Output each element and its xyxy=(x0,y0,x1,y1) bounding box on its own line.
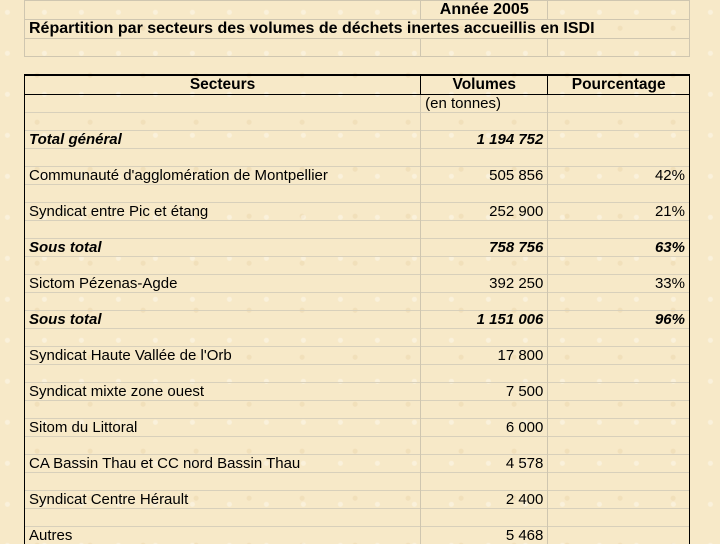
empty-cell xyxy=(548,293,690,311)
volume-cell: 17 800 xyxy=(421,347,548,365)
table-row xyxy=(25,419,690,437)
spacer-row xyxy=(25,401,690,419)
empty-cell xyxy=(25,401,421,419)
table-row xyxy=(25,311,690,329)
table-row xyxy=(25,455,690,473)
empty-cell xyxy=(421,149,548,167)
volume-cell: 2 400 xyxy=(421,491,548,509)
empty-cell xyxy=(25,221,421,239)
table-row xyxy=(25,275,690,293)
volume-cell: 758 756 xyxy=(421,239,548,257)
sector-cell: Total général xyxy=(25,131,421,149)
empty-cell xyxy=(421,401,548,419)
empty-cell xyxy=(25,365,421,383)
empty-cell xyxy=(421,329,548,347)
column-header-row xyxy=(25,75,690,95)
percent-cell xyxy=(548,383,690,401)
table-row xyxy=(25,383,690,401)
empty-cell xyxy=(548,365,690,383)
table-row xyxy=(25,131,690,149)
unit-label: (en tonnes) xyxy=(421,95,548,113)
volume-cell: 1 151 006 xyxy=(421,311,548,329)
empty-cell xyxy=(25,257,421,275)
volume-cell: 7 500 xyxy=(421,383,548,401)
data-table xyxy=(24,74,690,544)
empty-cell xyxy=(548,185,690,203)
spacer-row xyxy=(25,473,690,491)
unit-row xyxy=(25,95,690,113)
volume-cell: 505 856 xyxy=(421,167,548,185)
header-empty-cell xyxy=(25,1,421,20)
sector-cell: CA Bassin Thau et CC nord Bassin Thau xyxy=(25,455,421,473)
column-header-percent: Pourcentage xyxy=(548,75,690,95)
empty-cell xyxy=(421,257,548,275)
empty-cell xyxy=(25,293,421,311)
spacer-row xyxy=(25,185,690,203)
table-row xyxy=(25,239,690,257)
percent-cell xyxy=(548,347,690,365)
empty-cell xyxy=(548,329,690,347)
empty-cell xyxy=(548,509,690,527)
header-empty-cell xyxy=(548,1,690,20)
percent-cell xyxy=(548,131,690,149)
empty-cell xyxy=(25,437,421,455)
empty-cell xyxy=(421,113,548,131)
sector-cell: Autres xyxy=(25,527,421,544)
empty-cell xyxy=(548,401,690,419)
table-row xyxy=(25,167,690,185)
empty-cell xyxy=(548,113,690,131)
sector-cell: Sitom du Littoral xyxy=(25,419,421,437)
empty-cell xyxy=(421,437,548,455)
empty-cell xyxy=(25,509,421,527)
percent-cell xyxy=(548,455,690,473)
percent-cell: 42% xyxy=(548,167,690,185)
sector-cell: Syndicat mixte zone ouest xyxy=(25,383,421,401)
percent-cell xyxy=(548,419,690,437)
volume-cell: 4 578 xyxy=(421,455,548,473)
empty-cell xyxy=(548,95,690,113)
table-row xyxy=(25,203,690,221)
spacer-row xyxy=(25,221,690,239)
empty-cell xyxy=(25,149,421,167)
sector-cell: Sictom Pézenas-Agde xyxy=(25,275,421,293)
spreadsheet xyxy=(24,0,690,544)
percent-cell: 33% xyxy=(548,275,690,293)
empty-cell xyxy=(548,149,690,167)
year-label: Année 2005 xyxy=(421,1,548,20)
volume-cell: 392 250 xyxy=(421,275,548,293)
empty-cell xyxy=(25,95,421,113)
empty-cell xyxy=(421,509,548,527)
empty-cell xyxy=(25,113,421,131)
percent-cell xyxy=(548,491,690,509)
sector-cell: Sous total xyxy=(25,311,421,329)
volume-cell: 1 194 752 xyxy=(421,131,548,149)
spacer-row xyxy=(25,113,690,131)
sector-cell: Sous total xyxy=(25,239,421,257)
spacer-row xyxy=(25,509,690,527)
volume-cell: 6 000 xyxy=(421,419,548,437)
spacer-row xyxy=(25,149,690,167)
spacer-row xyxy=(25,293,690,311)
sector-cell: Syndicat entre Pic et étang xyxy=(25,203,421,221)
sector-cell: Syndicat Haute Vallée de l'Orb xyxy=(25,347,421,365)
header-empty-cell xyxy=(25,39,421,57)
sector-cell: Syndicat Centre Hérault xyxy=(25,491,421,509)
empty-cell xyxy=(25,329,421,347)
table-row xyxy=(25,491,690,509)
percent-cell: 96% xyxy=(548,311,690,329)
column-header-volumes: Volumes xyxy=(421,75,548,95)
spacer-row xyxy=(25,329,690,347)
column-header-sector: Secteurs xyxy=(25,75,421,95)
empty-cell xyxy=(548,257,690,275)
percent-cell xyxy=(548,527,690,544)
table-title: Répartition par secteurs des volumes de déchets inertes accueillis en ISDI xyxy=(25,20,690,39)
empty-cell xyxy=(421,473,548,491)
header-table xyxy=(24,0,690,57)
empty-cell xyxy=(421,293,548,311)
table-row xyxy=(25,527,690,544)
volume-cell: 252 900 xyxy=(421,203,548,221)
header-empty-cell xyxy=(548,39,690,57)
percent-cell: 21% xyxy=(548,203,690,221)
empty-cell xyxy=(421,185,548,203)
spacer-row xyxy=(25,257,690,275)
volume-cell: 5 468 xyxy=(421,527,548,544)
empty-cell xyxy=(548,221,690,239)
empty-cell xyxy=(548,473,690,491)
spacer-row xyxy=(25,437,690,455)
percent-cell: 63% xyxy=(548,239,690,257)
table-row xyxy=(25,347,690,365)
empty-cell xyxy=(421,221,548,239)
sector-cell: Communauté d'agglomération de Montpellier xyxy=(25,167,421,185)
header-empty-cell xyxy=(421,39,548,57)
empty-cell xyxy=(421,365,548,383)
empty-cell xyxy=(548,437,690,455)
empty-cell xyxy=(25,473,421,491)
spacer-row xyxy=(25,365,690,383)
empty-cell xyxy=(25,185,421,203)
